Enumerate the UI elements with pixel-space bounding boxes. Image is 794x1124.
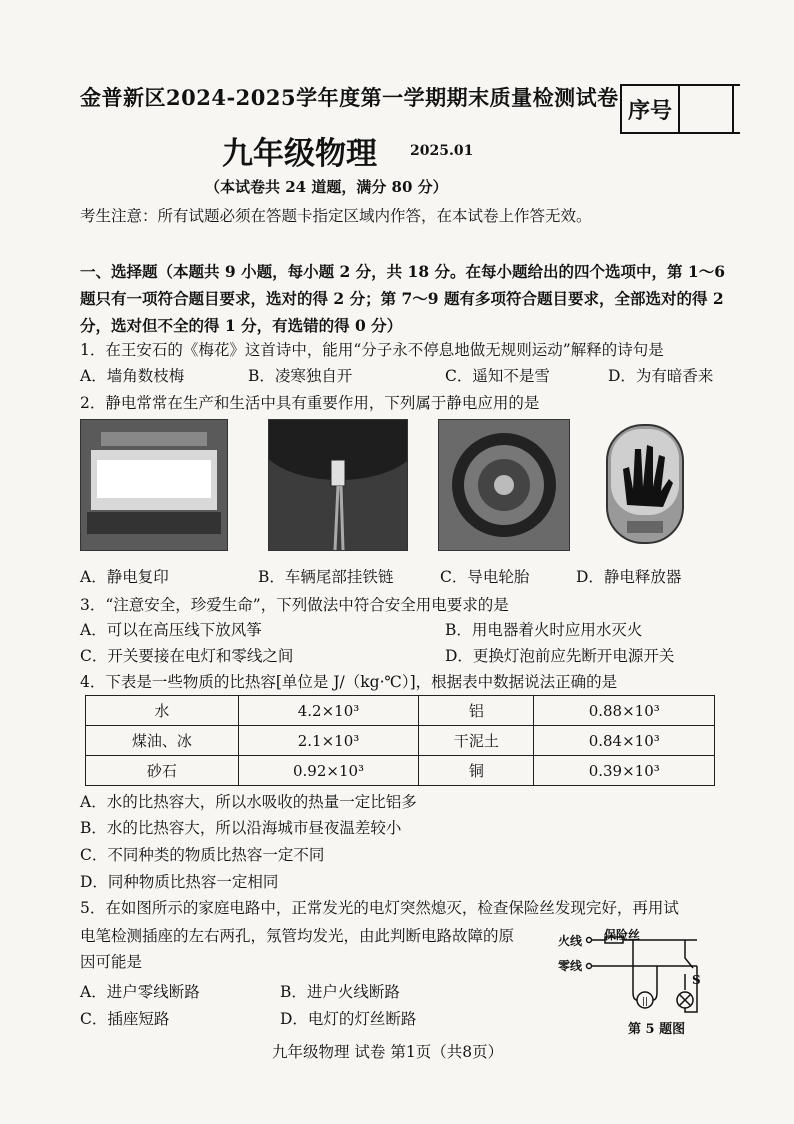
table-cell: 水 — [86, 696, 239, 726]
sequence-box-edge — [732, 84, 734, 132]
neutral-wire-label: 零线 — [558, 959, 583, 973]
specific-heat-table — [85, 695, 715, 786]
table-cell: 铝 — [419, 696, 534, 726]
q2-option-d: D．静电释放器 — [576, 568, 682, 586]
q5-option-b: B．进户火线断路 — [280, 983, 400, 1001]
conductive-tire-photo — [438, 419, 570, 551]
table-row — [86, 696, 715, 726]
q5-option-d: D．电灯的灯丝断路 — [280, 1010, 417, 1028]
fuse-label: 保险丝 — [604, 928, 641, 942]
q3-stem: 3．“注意安全，珍爱生命”，下列做法中符合安全用电要求的是 — [80, 596, 509, 614]
section-heading: 一、选择题（本题共 9 小题，每小题 2 分，共 18 分。在每小题给出的四个选项中，第 1～6 题只有一项符合题目要求，选对的得 2 分；第 7～9 题有多项符合题目要求，全部选对的得 2 分，选对但不全的得 1 分，有选错的得 0 分） — [80, 262, 725, 335]
switch-label: S — [692, 973, 701, 987]
q1-option-d: D．为有暗香来 — [608, 367, 714, 385]
q3-option-c: C．开关要接在电灯和零线之间 — [80, 647, 294, 665]
table-cell: 0.39×10³ — [534, 756, 715, 786]
q4-stem: 4．下表是一些物质的比热容[单位是 J/（kg·℃）]，根据表中数据说法正确的是 — [80, 673, 618, 691]
table-cell: 4.2×10³ — [238, 696, 418, 726]
table-cell: 2.1×10³ — [238, 726, 418, 756]
q1-stem: 1．在王安石的《梅花》这首诗中，能用“分子永不停息地做无规则运动”解释的诗句是 — [80, 341, 664, 359]
q1-option-b: B．凌寒独自开 — [248, 367, 353, 385]
tail-chain-photo — [268, 419, 408, 551]
q4-option-c: C．不同种类的物质比热容一定不同 — [80, 846, 325, 864]
static-discharger-photo — [597, 419, 693, 549]
q2-option-b: B．车辆尾部挂铁链 — [258, 568, 394, 586]
sequence-label: 序号 — [622, 86, 680, 132]
table-cell: 0.92×10³ — [238, 756, 418, 786]
q3-option-a: A．可以在高压线下放风筝 — [80, 621, 262, 639]
q5-stem-line1: 5．在如图所示的家庭电路中，正常发光的电灯突然熄灭，检查保险丝发现完好，再用试 — [80, 899, 679, 917]
candidate-notice: 考生注意：所有试题必须在答题卡指定区域内作答，在本试卷上作答无效。 — [80, 207, 592, 225]
exam-date: 2025.01 — [410, 143, 474, 159]
paper-note: （本试卷共 24 道题，满分 80 分） — [205, 178, 448, 196]
q2-option-c: C．导电轮胎 — [440, 568, 530, 586]
q5-option-a: A．进户零线断路 — [80, 983, 200, 1001]
page-footer: 九年级物理 试卷 第1页（共8页） — [272, 1043, 504, 1061]
photocopier-photo — [80, 419, 228, 551]
q5-stem-line2: 电笔检测插座的左右两孔，氖管均发光，由此判断电路故障的原 — [80, 927, 515, 945]
sequence-blank — [680, 86, 740, 132]
household-circuit-diagram — [585, 928, 705, 1020]
q4-option-d: D．同种物质比热容一定相同 — [80, 873, 279, 891]
q3-option-b: B．用电器着火时应用水灭火 — [445, 621, 643, 639]
sequence-number-box — [620, 84, 740, 134]
q5-option-c: C．插座短路 — [80, 1010, 170, 1028]
q1-option-c: C．遥知不是雪 — [445, 367, 550, 385]
table-cell: 0.84×10³ — [534, 726, 715, 756]
table-cell: 砂石 — [86, 756, 239, 786]
figure-caption: 第 5 题图 — [628, 1022, 686, 1037]
table-cell: 干泥土 — [419, 726, 534, 756]
q4-option-b: B．水的比热容大，所以沿海城市昼夜温差较小 — [80, 819, 402, 837]
table-row — [86, 726, 715, 756]
table-cell: 0.88×10³ — [534, 696, 715, 726]
svg-text:||: || — [641, 997, 649, 1007]
q2-stem: 2．静电常常在生产和生活中具有重要作用，下列属于静电应用的是 — [80, 394, 540, 412]
subject-title: 九年级物理 — [222, 136, 377, 172]
live-wire-label: 火线 — [558, 934, 583, 948]
table-cell: 煤油、冰 — [86, 726, 239, 756]
q2-option-a: A．静电复印 — [80, 568, 169, 586]
q3-option-d: D．更换灯泡前应先断开电源开关 — [445, 647, 675, 665]
exam-title: 金普新区2024-2025学年度第一学期期末质量检测试卷 — [80, 85, 619, 110]
q4-option-a: A．水的比热容大，所以水吸收的热量一定比铝多 — [80, 793, 417, 811]
q5-stem-line3: 因可能是 — [80, 953, 143, 971]
q1-option-a: A．墙角数枝梅 — [80, 367, 185, 385]
table-row — [86, 756, 715, 786]
table-cell: 铜 — [419, 756, 534, 786]
